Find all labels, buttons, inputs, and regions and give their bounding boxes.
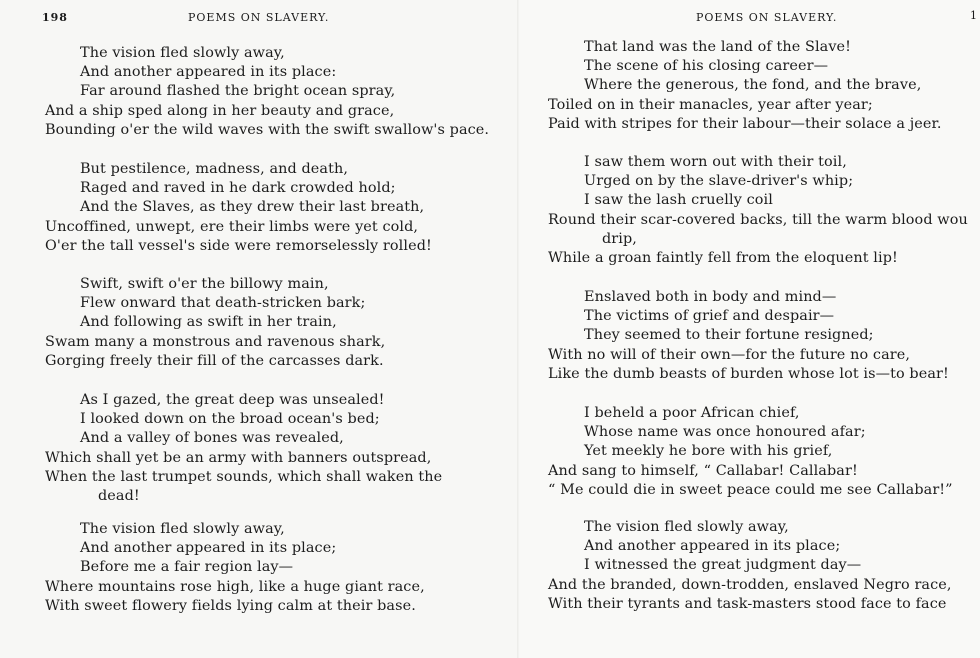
- verse-line: I beheld a poor African chief,: [584, 405, 800, 421]
- verse-line: Uncoffined, unwept, ere their limbs were yet cold,: [45, 218, 419, 235]
- verse-line: Swift, swift o'er the billowy main,: [80, 276, 329, 292]
- verse-line: Bounding o'er the wild waves with the swift swallow's pace.: [45, 121, 490, 138]
- verse-line: The vision fled slowly away,: [80, 45, 285, 61]
- verse-line: Urged on by the slave-driver's whip;: [584, 173, 854, 190]
- left-running-title: POEMS ON SLAVERY.: [188, 11, 330, 24]
- verse-line: With sweet flowery fields lying calm at their base.: [45, 597, 416, 614]
- right-page: [520, 0, 980, 658]
- stanza: [0, 44, 520, 140]
- verse-line: Far around flashed the bright ocean spray,: [80, 83, 396, 100]
- stanza: [0, 520, 520, 616]
- verse-line: And the Slaves, as they drew their last breath,: [80, 199, 425, 216]
- verse-line: Yet meekly he bore with his grief,: [584, 443, 833, 460]
- stanza: [0, 275, 520, 371]
- verse-line: The vision fled slowly away,: [584, 519, 789, 535]
- verse-line: But pestilence, madness, and death,: [80, 161, 349, 177]
- verse-line: Raged and raved in he dark crowded hold;: [80, 180, 396, 197]
- verse-line: dead!: [98, 487, 140, 504]
- left-page-number: 198: [42, 11, 68, 24]
- verse-line: And another appeared in its place:: [80, 64, 337, 81]
- stanza: [520, 288, 980, 384]
- verse-line: I looked down on the broad ocean's bed;: [80, 411, 380, 428]
- left-running-head: [0, 11, 520, 27]
- verse-line: Where mountains rose high, like a huge giant race,: [45, 578, 425, 595]
- verse-line: And the branded, down-trodden, enslaved Negro race,: [548, 576, 952, 593]
- verse-line: Like the dumb beasts of burden whose lot is—to bear!: [548, 365, 949, 382]
- verse-line: O'er the tall vessel's side were remorselessly rolled!: [45, 237, 432, 254]
- verse-line: The vision fled slowly away,: [80, 521, 285, 537]
- verse-line: And another appeared in its place;: [584, 538, 841, 555]
- verse-line: Swam many a monstrous and ravenous shark,: [45, 333, 386, 350]
- verse-line: And following as swift in her train,: [80, 314, 337, 331]
- stanza: [520, 518, 980, 614]
- right-page-number: 1: [970, 9, 978, 22]
- verse-line: Toiled on in their manacles, year after year;: [548, 96, 873, 113]
- verse-line: And a ship sped along in her beauty and grace,: [45, 102, 395, 119]
- verse-line: As I gazed, the great deep was unsealed!: [80, 392, 385, 408]
- verse-line: Whose name was once honoured afar;: [584, 424, 866, 441]
- verse-line: Enslaved both in body and mind—: [584, 289, 837, 305]
- verse-line: The scene of his closing career—: [584, 58, 829, 75]
- stanza: [520, 38, 980, 134]
- stanza: [0, 160, 520, 256]
- verse-line: With no will of their own—for the future no care,: [548, 346, 911, 363]
- right-running-head: [520, 11, 980, 27]
- verse-line: Where the generous, the fond, and the brave,: [584, 77, 922, 94]
- verse-line: Which shall yet be an army with banners outspread,: [45, 449, 432, 466]
- verse-line: Flew onward that death-stricken bark;: [80, 295, 366, 312]
- verse-line: Paid with stripes for their labour—their solace a jeer.: [548, 115, 942, 132]
- verse-line: I saw the lash cruelly coil: [584, 192, 773, 209]
- verse-line: I witnessed the great judgment day—: [584, 557, 862, 574]
- stanza: [520, 153, 980, 268]
- verse-line: drip,: [602, 230, 637, 247]
- verse-line: And another appeared in its place;: [80, 540, 337, 557]
- verse-line: And sang to himself, “ Callabar! Callabar!: [548, 462, 858, 479]
- verse-line: With their tyrants and task-masters stood face to face: [548, 595, 947, 612]
- verse-line: Before me a fair region lay—: [80, 559, 294, 576]
- verse-line: “ Me could die in sweet peace could me see Callabar!”: [548, 481, 953, 498]
- verse-line: That land was the land of the Slave!: [584, 39, 852, 55]
- verse-line: And a valley of bones was revealed,: [80, 430, 344, 447]
- right-running-title: POEMS ON SLAVERY.: [696, 11, 838, 24]
- verse-line: The victims of grief and despair—: [584, 308, 835, 325]
- verse-line: While a groan faintly fell from the eloquent lip!: [548, 249, 898, 266]
- verse-line: They seemed to their fortune resigned;: [584, 327, 874, 344]
- stanza: [520, 404, 980, 500]
- verse-line: When the last trumpet sounds, which shall waken the: [45, 468, 443, 485]
- verse-line: Round their scar-covered backs, till the warm blood wou: [548, 211, 968, 228]
- verse-line: I saw them worn out with their toil,: [584, 154, 847, 170]
- verse-line: Gorging freely their fill of the carcasses dark.: [45, 352, 384, 369]
- stanza: [0, 391, 520, 506]
